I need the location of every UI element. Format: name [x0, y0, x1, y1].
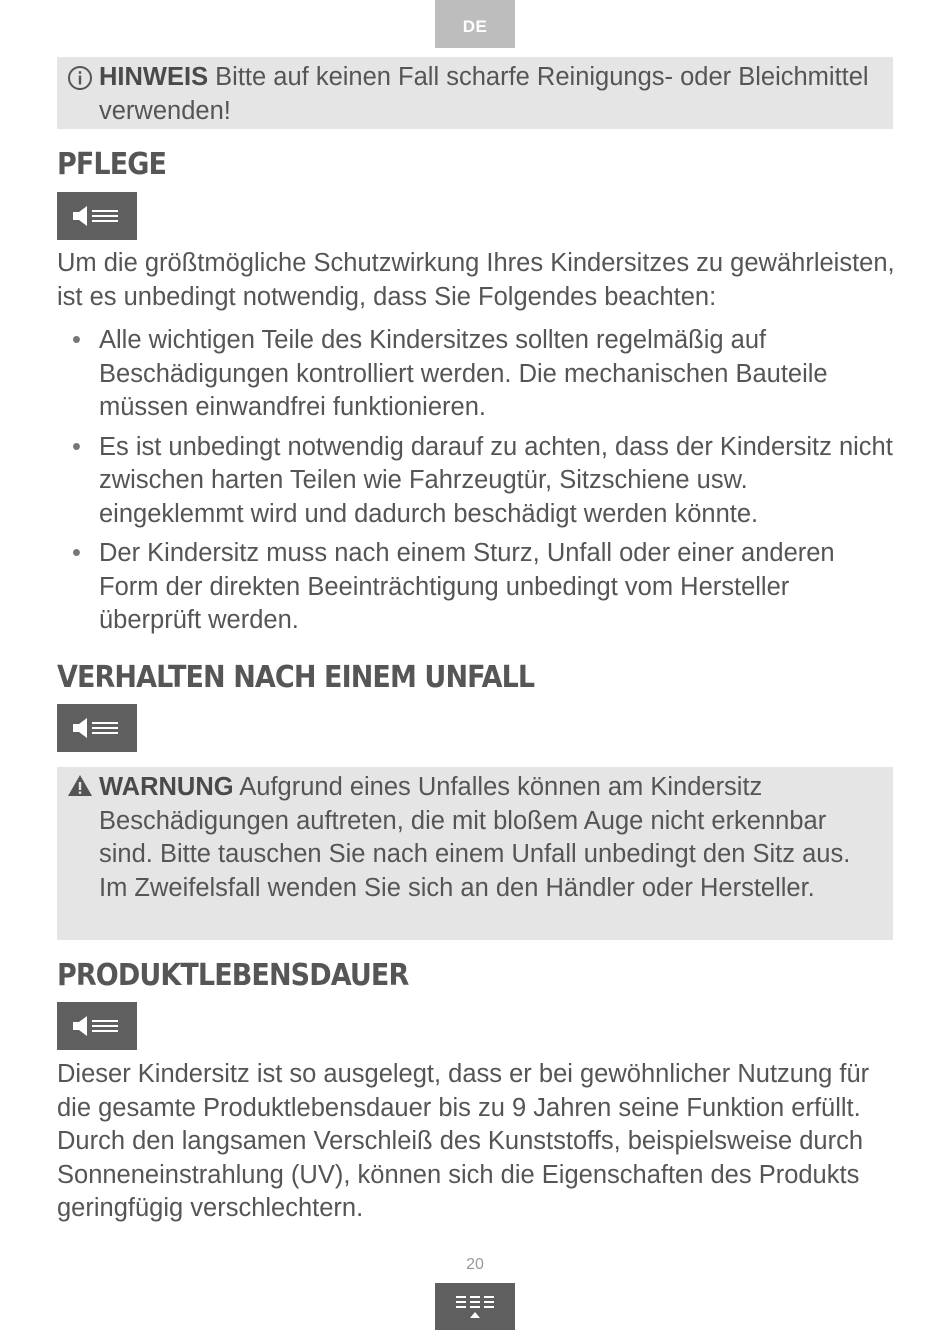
section-title-pflege: PFLEGE [57, 147, 167, 182]
table-of-contents-icon [453, 1292, 497, 1322]
language-tab[interactable]: DE [435, 0, 515, 48]
list-item: • Alle wichtigen Teile des Kindersitzes sollten regelmäßig auf Beschädigungen kontrolliert werden. Die mechanischen Bauteile müssen einwandfrei funktionieren. [57, 324, 897, 425]
hint-label: HINWEIS [99, 63, 209, 91]
audio-button-lebensdauer[interactable] [57, 1002, 137, 1050]
warning-triangle-icon [67, 773, 93, 799]
speaker-list-icon [71, 1014, 123, 1038]
list-item: • Der Kindersitz muss nach einem Sturz, Unfall oder einer anderen Form der direkten Beeinträchtigung unbedingt vom Hersteller überprüft werden. [57, 537, 897, 638]
speaker-list-icon [71, 204, 123, 228]
hint-box [57, 57, 893, 129]
section-title-unfall: VERHALTEN NACH EINEM UNFALL [57, 660, 535, 695]
pflege-bullet-list [57, 324, 897, 644]
speaker-list-icon [71, 716, 123, 740]
warning-text: Aufgrund eines Unfalles können am Kindersitz Beschädigungen auftreten, die mit bloßem Auge nicht erkennbar sind. Bitte tauschen Sie nach einem Unfall unbedingt den Sitz aus. Im Zweifelsfall wenden Sie sich an den Händler oder Hersteller. [99, 773, 851, 902]
page-number: 20 [466, 1256, 484, 1273]
warning-box [57, 767, 893, 940]
warning-label: WARNUNG [99, 773, 234, 801]
list-item: • Es ist unbedingt notwendig darauf zu achten, dass der Kindersitz nicht zwischen harten Teilen wie Fahrzeugtür, Sitzschiene usw. eingeklemmt wird und dadurch beschädigt werden könnte. [57, 431, 897, 532]
pflege-intro: Um die größtmögliche Schutzwirkung Ihres Kindersitzes zu gewährleisten, ist es unbedingt notwendig, dass Sie Folgendes beachten: [57, 249, 895, 311]
hint-text: Bitte auf keinen Fall scharfe Reinigungs- oder Bleichmittel verwenden! [99, 63, 869, 125]
audio-button-unfall[interactable] [57, 704, 137, 752]
lebensdauer-text: Dieser Kindersitz ist so ausgelegt, dass er bei gewöhnlicher Nutzung für die gesamte Produktlebensdauer bis zu 9 Jahren seine Funktion erfüllt. Durch den langsamen Verschleiß des Kunststoffs, beispielsweise durch Sonneneinstrahlung (UV), können sich die Eigenschaften des Produkts geringfügig verschlechtern. [57, 1060, 870, 1222]
toc-button[interactable] [435, 1283, 515, 1330]
section-title-lebensdauer: PRODUKTLEBENSDAUER [57, 958, 409, 993]
audio-button-pflege[interactable] [57, 192, 137, 240]
info-circle-icon [67, 65, 93, 91]
